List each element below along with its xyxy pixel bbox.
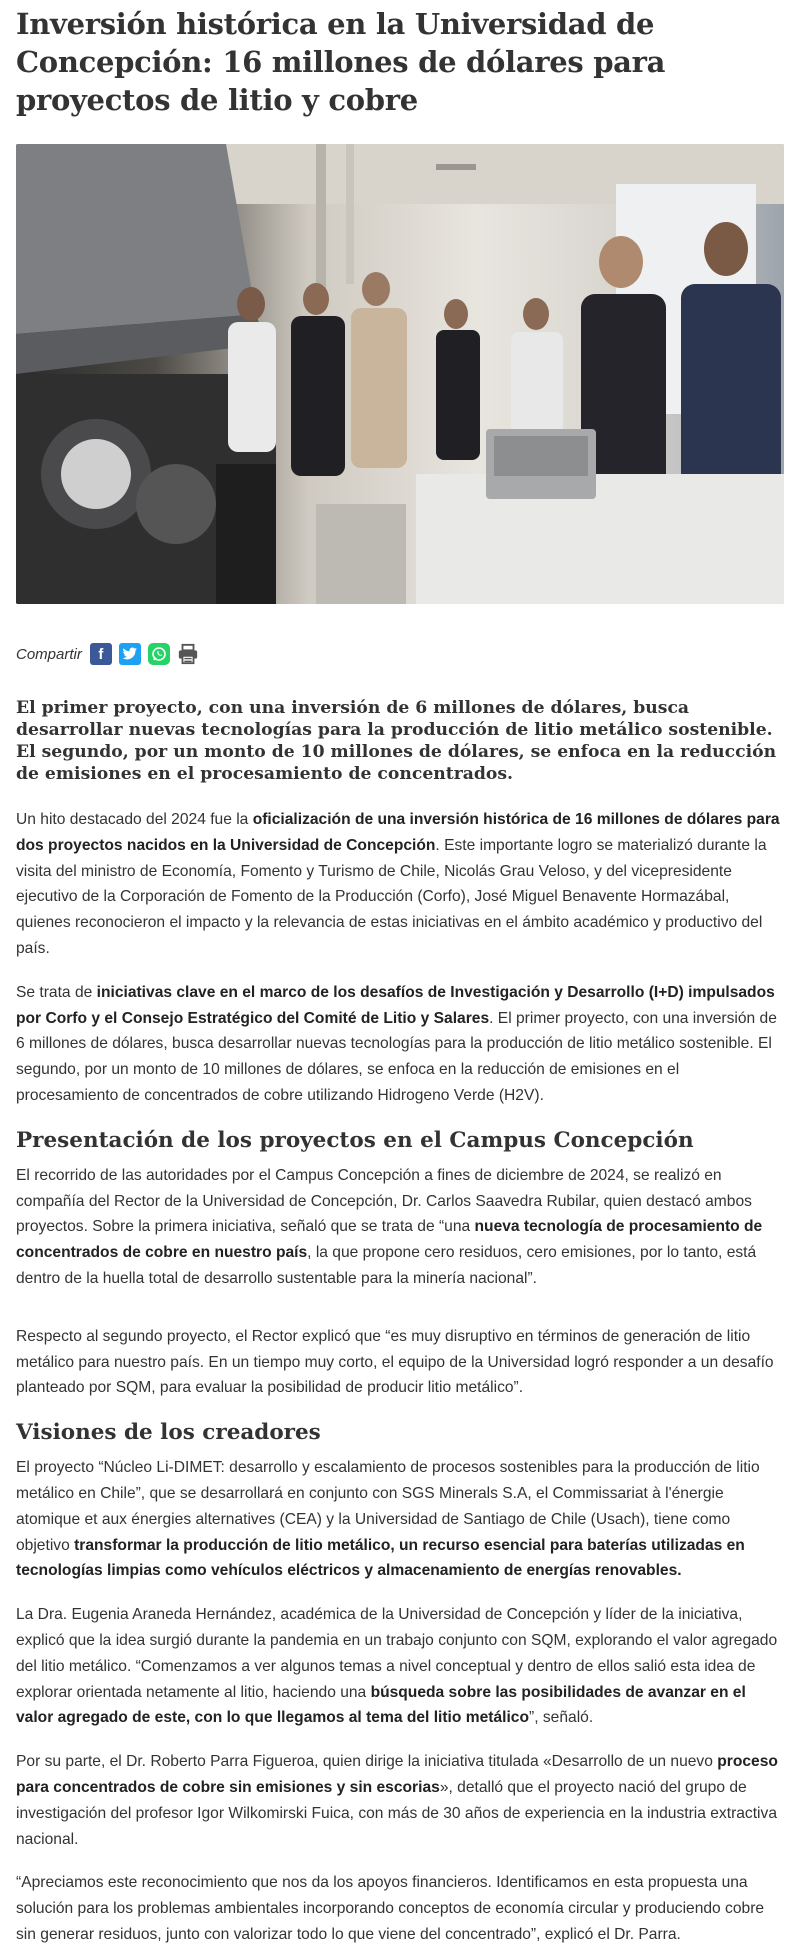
p3-text-c: , la que propone cero residuos, cero emisiones, por lo tanto, está dentro de la huella total de desarrollo sustentable para la minería nacional”. — [16, 1244, 757, 1287]
article-lead: El primer proyecto, con una inversión de 6 millones de dólares, busca desarrollar nuevas tecnologías para la producción de litio metálico sostenible. El segundo, por un monto de 10 millones de dólares, se enfoca en la reducción de emisiones en el procesamiento de concentrados. — [16, 698, 777, 784]
p5-bold: transformar la producción de litio metálico, un recurso esencial para baterías utilizadas en tecnologías limpias como vehículos eléctricos y almacenamiento de energías renovables. — [16, 1536, 745, 1580]
print-icon[interactable] — [177, 643, 199, 665]
p1-text-c: . Este importante logro se materializó durante la visita del ministro de Economía, Fomento y Turismo de Chile, Nicolás Grau Veloso, y del vicepresidente ejecutivo de la Corporación de Fomento de la Producción (Corfo), José Miguel Benavente Hormazábal, quienes reconocieron el impacto y la relevancia de estas iniciativas en el ámbito académico y productivo del país. — [16, 836, 767, 957]
p6-text-c: ”, señaló. — [529, 1709, 594, 1727]
paragraph-6 — [16, 1602, 784, 1731]
paragraph-8: “Apreciamos este reconocimiento que nos da los apoyos financieros. Identificamos en esta propuesta una solución para los problemas ambientales incorporando conceptos de economía circular y produciendo cobre sin generar residuos, junto con valorizar todo lo que viene del concentrado”, explicó el Dr. Parra. — [16, 1874, 765, 1943]
p7-text-c: », detalló que el proyecto nació del grupo de investigación del profesor Igor Wilkomirski Fuica, con más de 30 años de experiencia en la industria extractiva nacional. — [16, 1778, 777, 1848]
p5-text-a: El proyecto “Núcleo Li-DIMET: desarrollo y escalamiento de procesos sostenibles para la producción de litio metálico en Chile”, que se desarrollará en conjunto con SGS Minerals S.A, el Commissariat à l'énergie atomique et aux énergies alternatives (CEA) y la Universidad de Santiago de Chile (Usach), tiene como objetivo — [16, 1459, 760, 1554]
paragraph-2 — [16, 980, 784, 1109]
p6-text-a: La Dra. Eugenia Araneda Hernández, académica de la Universidad de Concepción y líder de la iniciativa, explicó que la idea surgió durante la pandemia en un trabajo conjunto con SQM, explorando el valor agregado del litio metálico. “Comenzamos a ver algunos temas a nivel conceptual y dentro de ellos salió esta idea de explorar orientada netamente al litio, haciendo una — [16, 1606, 778, 1701]
whatsapp-share-icon[interactable] — [148, 643, 170, 665]
p2-text-c: . El primer proyecto, con una inversión de 6 millones de dólares, busca desarrollar nuevas tecnologías para la producción de litio metálico sostenible. El segundo, por un monto de 10 millones de dólares, se enfoca en la reducción de emisiones en el procesamiento de concentrados de cobre utilizando Hidrogeno Verde (H2V). — [16, 1009, 777, 1104]
paragraph-5 — [16, 1455, 784, 1584]
spacer — [16, 1310, 784, 1324]
p3-bold: nueva tecnología de procesamiento de concentrados de cobre en nuestro país — [16, 1218, 763, 1262]
p7-bold: proceso para concentrados de cobre sin emisiones y sin escorias — [16, 1753, 778, 1796]
paragraph-4: Respecto al segundo proyecto, el Rector explicó que “es muy disruptivo en términos de generación de litio metálico para nuestro país. En un tiempo muy corto, el equipo de la Universidad logró responder a un desafío planteado por SQM, para evaluar la posibilidad de producir litio metálico”. — [16, 1327, 774, 1397]
p2-bold: iniciativas clave en el marco de los desafíos de Investigación y Desarrollo (I+D) impulsados por Corfo y el Consejo Estratégico del Comité de Litio y Salares — [16, 983, 775, 1027]
article — [0, 5, 800, 1948]
section-heading-visiones: Visiones de los creadores — [16, 1420, 321, 1446]
article-title: Inversión histórica en la Universidad de Concepción: 16 millones de dólares para proyectos de litio y cobre — [16, 7, 666, 117]
p1-text-a: Un hito destacado del 2024 fue la — [16, 811, 253, 828]
section-heading-presentacion: Presentación de los proyectos en el Campus Concepción — [16, 1127, 694, 1153]
paragraph-3 — [16, 1163, 784, 1292]
share-label: Compartir — [16, 645, 82, 663]
twitter-share-icon[interactable] — [119, 643, 141, 665]
p6-bold: búsqueda sobre las posibilidades de avanzar en el valor agregado de este, con lo que llegamos al tema del litio metálico — [16, 1683, 746, 1727]
p2-text-a: Se trata de — [16, 983, 97, 1001]
article-photo — [16, 144, 784, 604]
lab-photo-illustration — [16, 144, 784, 604]
paragraph-1 — [16, 807, 784, 962]
p3-text-a: El recorrido de las autoridades por el Campus Concepción a fines de diciembre de 2024, se realizó en compañía del Rector de la Universidad de Concepción, Dr. Carlos Saavedra Rubilar, quien destacó ambos proyectos. Sobre la primera iniciativa, señaló que se trata de “una — [16, 1166, 752, 1236]
facebook-share-icon[interactable]: f — [90, 643, 112, 665]
share-bar — [16, 639, 784, 669]
p1-bold: oficialización de una inversión histórica de 16 millones de dólares para dos proyectos nacidos en la Universidad de Concepción — [16, 811, 780, 854]
p7-text-a: Por su parte, el Dr. Roberto Parra Figueroa, quien dirige la iniciativa titulada «Desarrollo de un nuevo — [16, 1753, 718, 1771]
paragraph-7 — [16, 1749, 784, 1852]
